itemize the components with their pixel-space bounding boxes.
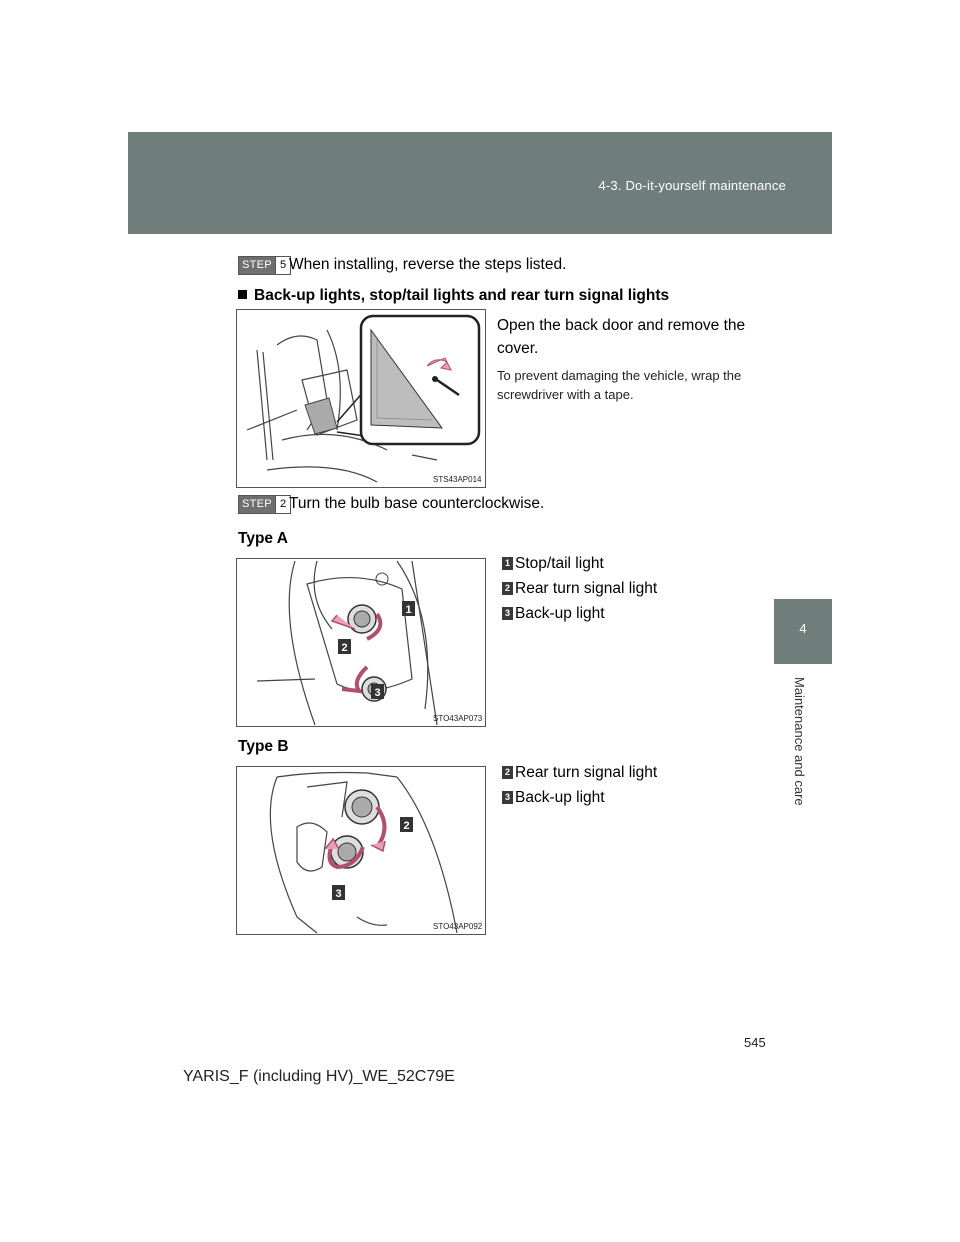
figure-remove-cover xyxy=(236,309,486,488)
document-footer: YARIS_F (including HV)_WE_52C79E xyxy=(183,1068,455,1085)
type-a-bulb-illustration xyxy=(237,559,485,726)
legend-item xyxy=(502,604,657,624)
step2-badge xyxy=(238,495,291,514)
page-number: 545 xyxy=(744,1035,766,1050)
legend-number: 2 xyxy=(502,582,513,595)
svg-text:3: 3 xyxy=(335,888,342,900)
type-b-title: Type B xyxy=(238,738,289,755)
chapter-number: 4 xyxy=(799,621,807,636)
legend-number: 3 xyxy=(502,607,513,620)
step5-badge xyxy=(238,256,291,275)
legend-label: Rear turn signal light xyxy=(515,580,658,597)
chapter-title: Maintenance and care xyxy=(792,677,807,806)
step-label: STEP xyxy=(239,257,275,274)
figure-code: STO43AP092 xyxy=(433,922,483,931)
legend-label: Rear turn signal light xyxy=(515,764,658,781)
step-number: 2 xyxy=(275,496,290,513)
figure-type-b xyxy=(236,766,486,935)
svg-text:2: 2 xyxy=(341,642,348,654)
header-band xyxy=(128,132,832,234)
legend-item xyxy=(502,763,657,783)
legend-label: Stop/tail light xyxy=(515,555,604,572)
figure-code: STO43AP073 xyxy=(433,714,483,723)
section-heading xyxy=(238,286,669,306)
svg-text:3: 3 xyxy=(374,687,381,699)
legend-number: 3 xyxy=(502,791,513,804)
section-heading-text: Back-up lights, stop/tail lights and rear turn signal lights xyxy=(254,287,670,304)
svg-text:1: 1 xyxy=(405,604,412,616)
figure-type-a xyxy=(236,558,486,727)
step5-text: When installing, reverse the steps listed. xyxy=(289,256,567,273)
square-bullet-icon xyxy=(238,290,247,299)
svg-text:2: 2 xyxy=(403,820,410,832)
section-title: 4-3. Do-it-yourself maintenance xyxy=(598,178,786,193)
legend-label: Back-up light xyxy=(515,605,605,622)
step-label: STEP xyxy=(239,496,275,513)
legend-item xyxy=(502,788,657,808)
legend-number: 2 xyxy=(502,766,513,779)
step-number: 5 xyxy=(275,257,290,274)
type-a-legend xyxy=(502,554,657,624)
type-b-bulb-illustration xyxy=(237,767,485,934)
legend-item xyxy=(502,579,657,599)
step1-text: Open the back door and remove the cover. xyxy=(497,317,746,357)
cover-removal-illustration xyxy=(237,310,485,487)
type-b-legend xyxy=(502,763,657,808)
legend-number: 1 xyxy=(502,557,513,570)
chapter-tab xyxy=(774,599,832,664)
type-a-title: Type A xyxy=(238,530,288,547)
legend-item xyxy=(502,554,657,574)
step1-note: To prevent damaging the vehicle, wrap the screwdriver with a tape. xyxy=(497,368,742,402)
figure-code: STS43AP014 xyxy=(433,475,482,484)
legend-label: Back-up light xyxy=(515,789,605,806)
chapter-label xyxy=(786,677,816,806)
step2-text: Turn the bulb base counterclockwise. xyxy=(289,495,545,512)
